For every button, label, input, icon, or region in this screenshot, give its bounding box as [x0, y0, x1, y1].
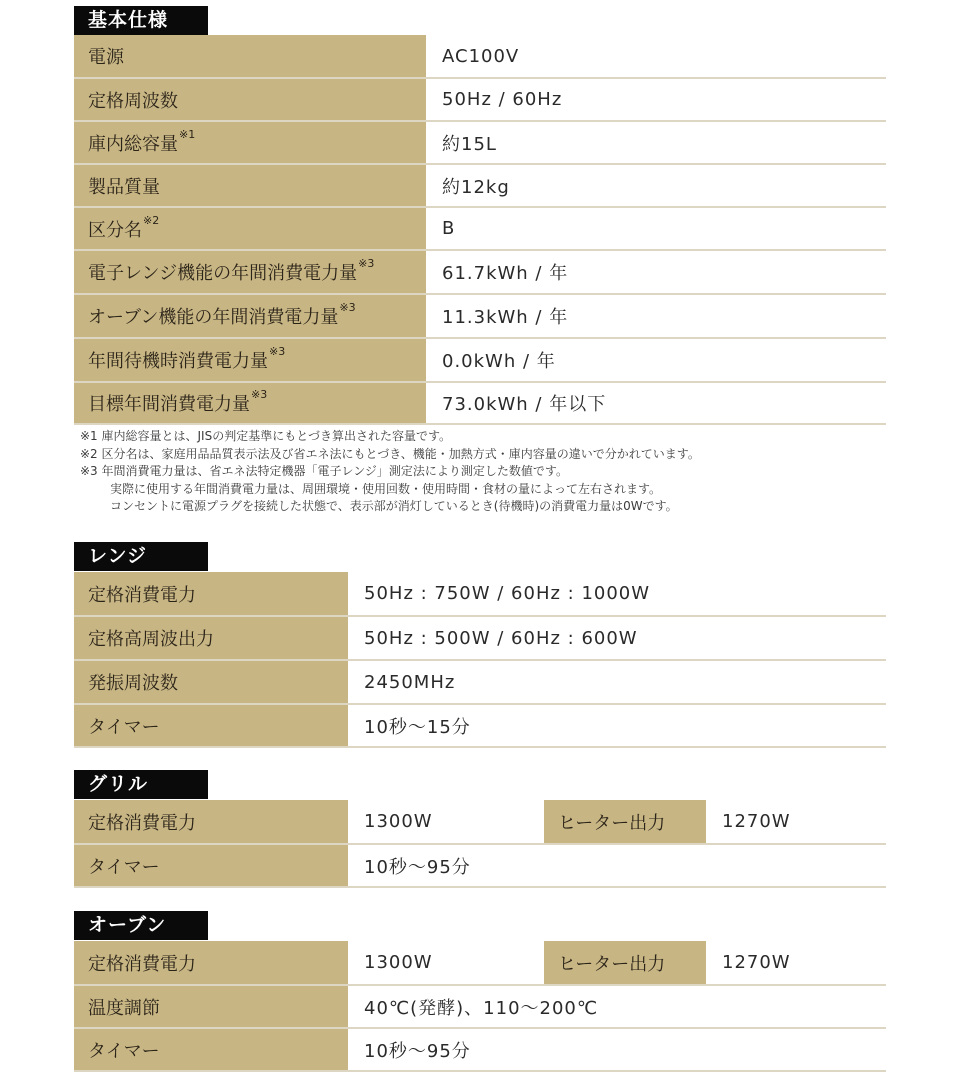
- spec-value: 1270W: [706, 941, 886, 985]
- spec-value: 約12kg: [426, 164, 886, 207]
- footnote: ※3 年間消費電力量は、省エネ法特定機器「電子レンジ」測定法により測定した数値です。: [80, 464, 568, 478]
- spec-value: 11.3kWh / 年: [426, 294, 886, 338]
- footnote: 実際に使用する年間消費電力量は、周囲環境・使用回数・使用時間・食材の量によって左右されます。: [110, 481, 662, 496]
- spec-value: AC100V: [426, 35, 886, 78]
- table-row: [74, 35, 886, 78]
- grill-spec-table: [74, 800, 886, 888]
- spec-value: 2450MHz: [348, 660, 886, 704]
- spec-value: 1270W: [706, 800, 886, 844]
- spec-value: 50Hz / 60Hz: [426, 78, 886, 121]
- table-row: [74, 78, 886, 121]
- spec-value: 約15L: [426, 121, 886, 164]
- range-spec-table: [74, 572, 886, 748]
- spec-label: 定格高周波出力: [74, 616, 348, 660]
- table-row: [74, 704, 886, 747]
- table-row: [74, 338, 886, 382]
- spec-label: 温度調節: [74, 985, 348, 1028]
- table-row: [74, 941, 886, 985]
- table-row: [74, 1028, 886, 1071]
- spec-label: 区分名$^{※2}$: [74, 207, 426, 250]
- spec-label: タイマー: [74, 844, 348, 887]
- basic-spec-title: 基本仕様: [74, 6, 208, 35]
- table-row: [74, 660, 886, 704]
- spec-label: ヒーター出力: [544, 941, 706, 985]
- basic-spec-table: [74, 35, 886, 425]
- spec-label: 定格消費電力: [74, 941, 348, 985]
- table-row: [74, 572, 886, 616]
- spec-value: 73.0kWh / 年以下: [426, 382, 886, 424]
- oven-spec-title: オーブン: [74, 911, 208, 940]
- footnote: ※2 区分名は、家庭用品品質表示法及び省エネ法にもとづき、機能・加熱方式・庫内容量の違いで分かれています。: [80, 446, 700, 461]
- spec-label: ヒーター出力: [544, 800, 706, 844]
- spec-label: 庫内総容量$^{※1}$: [74, 121, 426, 164]
- spec-value: 0.0kWh / 年: [426, 338, 886, 382]
- spec-label: 電子レンジ機能の年間消費電力量$^{※3}$: [74, 250, 426, 294]
- table-row: [74, 985, 886, 1028]
- table-row: [74, 207, 886, 250]
- table-row: [74, 616, 886, 660]
- footnote: コンセントに電源プラグを接続した状態で、表示部が消灯しているとき(待機時)の消費電力量は0Wです。: [110, 499, 678, 513]
- spec-value: 1300W: [348, 800, 544, 844]
- table-row: [74, 294, 886, 338]
- table-row: [74, 800, 886, 844]
- table-row: [74, 844, 886, 887]
- spec-label: 製品質量: [74, 164, 426, 207]
- footnotes: [80, 428, 700, 516]
- spec-label: 定格周波数: [74, 78, 426, 121]
- spec-value: 61.7kWh / 年: [426, 250, 886, 294]
- spec-value: 50Hz : 500W / 60Hz : 600W: [348, 616, 886, 660]
- grill-spec-title: グリル: [74, 770, 208, 799]
- spec-value: 10秒～95分: [348, 844, 886, 887]
- table-row: [74, 121, 886, 164]
- spec-label: 定格消費電力: [74, 572, 348, 616]
- spec-value: 10秒～95分: [348, 1028, 886, 1071]
- table-row: [74, 382, 886, 424]
- spec-label: 発振周波数: [74, 660, 348, 704]
- table-row: [74, 164, 886, 207]
- spec-label: タイマー: [74, 704, 348, 747]
- spec-value: 50Hz : 750W / 60Hz : 1000W: [348, 572, 886, 616]
- spec-label: 目標年間消費電力量$^{※3}$: [74, 382, 426, 424]
- table-row: [74, 250, 886, 294]
- spec-value: B: [426, 207, 886, 250]
- spec-label: タイマー: [74, 1028, 348, 1071]
- spec-value: 10秒～15分: [348, 704, 886, 747]
- spec-label: 電源: [74, 35, 426, 78]
- range-spec-title: レンジ: [74, 542, 208, 571]
- footnote: ※1 庫内総容量とは、JISの判定基準にもとづき算出された容量です。: [80, 429, 452, 443]
- spec-label: 定格消費電力: [74, 800, 348, 844]
- spec-value: 40℃(発酵)、110～200℃: [348, 985, 886, 1028]
- spec-value: 1300W: [348, 941, 544, 985]
- spec-label: オーブン機能の年間消費電力量$^{※3}$: [74, 294, 426, 338]
- spec-label: 年間待機時消費電力量$^{※3}$: [74, 338, 426, 382]
- oven-spec-table: [74, 941, 886, 1072]
